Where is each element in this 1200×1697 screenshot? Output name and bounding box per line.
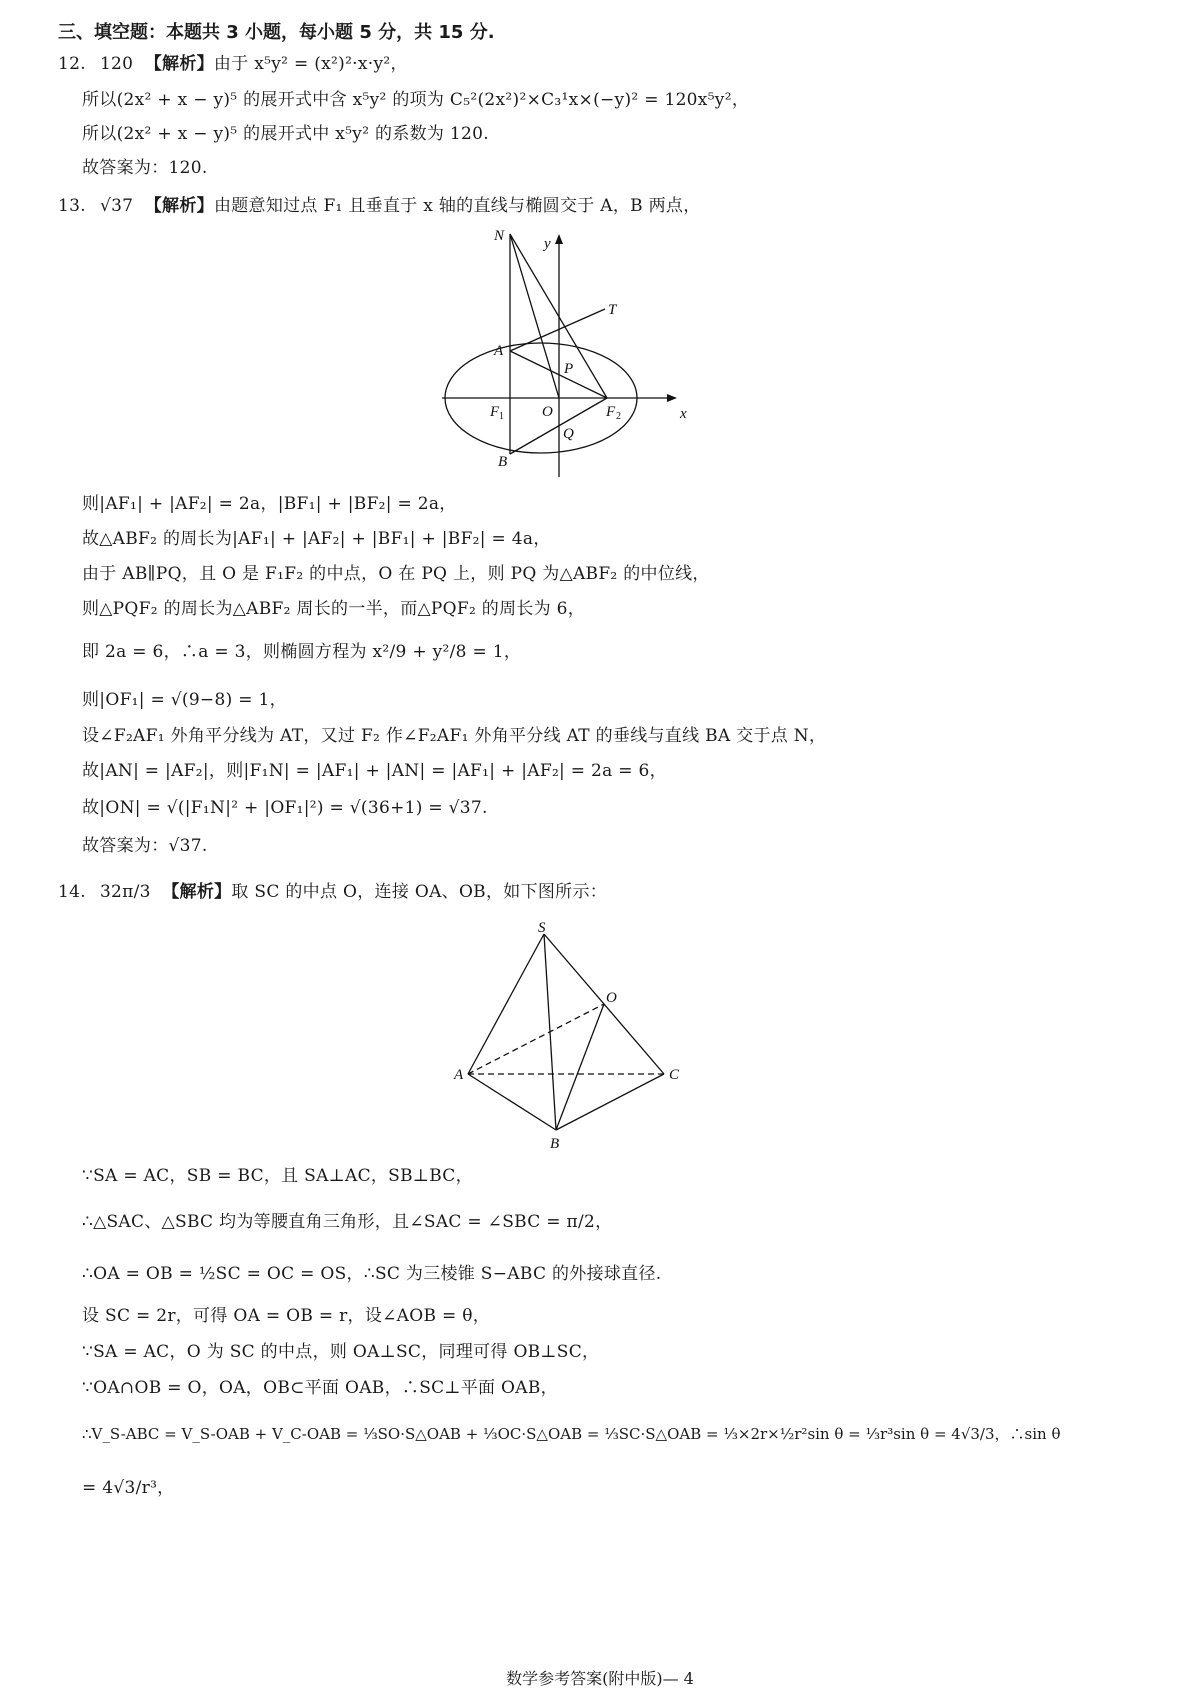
label-O: O (542, 404, 553, 420)
q14-line-4: ∵SA = AC，O 为 SC 的中点，则 OA⊥SC，同理可得 OB⊥SC， (82, 1342, 600, 1362)
q13-line-2: 由于 AB∥PQ，且 O 是 F₁F₂ 的中点，O 在 PQ 上，则 PQ 为△ABF₂ 的中位线， (82, 564, 710, 584)
q13-line-9: 故答案为：√37. (82, 836, 208, 856)
label-A: A (494, 343, 504, 359)
q13-line-4: 即 2a = 6，∴a = 3，则椭圆方程为 x²/9 + y²/8 = 1， (82, 642, 522, 662)
label-B: B (550, 1136, 560, 1152)
q14-number: 14. (58, 882, 86, 902)
q12-line-1: 所以(2x² + x − y)⁵ 的展开式中含 x⁵y² 的项为 C₅²(2x²)²×C₃¹x×(−y)² = 120x⁵y²， (82, 90, 750, 110)
y-axis-arrow (555, 234, 563, 244)
q13-line-7: 故|AN| = |AF₂|，则|F₁N| = |AF₁| + |AN| = |AF₁| + |AF₂| = 2a = 6， (82, 761, 667, 781)
edge-CB (556, 1074, 664, 1130)
q14-answer: 32π/3 (99, 882, 151, 902)
q14-tag: 【解析】 (162, 882, 232, 902)
label-x: x (680, 406, 687, 422)
q14-line-1: ∴△SAC、△SBC 均为等腰直角三角形，且∠SAC = ∠SBC = π/2， (82, 1212, 613, 1232)
q14-header (58, 880, 607, 904)
line-NO (510, 234, 559, 398)
edge-SA (468, 934, 544, 1074)
label-C: C (669, 1067, 680, 1083)
label-F2-sub: 2 (616, 411, 621, 422)
q12-header (58, 52, 408, 76)
q13-line-0: 则|AF₁| + |AF₂| = 2a，|BF₁| + |BF₂| = 2a， (82, 494, 457, 514)
page-footer: 数学参考答案(附中版)— 4 (506, 1669, 694, 1688)
q14-line-0: ∵SA = AC，SB = BC，且 SA⊥AC，SB⊥BC， (82, 1166, 473, 1186)
q12-line-0: 由于 x⁵y² = (x²)²·x·y²， (213, 54, 408, 74)
ellipse-figure (430, 222, 700, 480)
q13-answer: √37 (99, 196, 134, 216)
label-S: S (538, 920, 546, 936)
pyramid-figure (448, 918, 696, 1154)
edge-AB (468, 1074, 556, 1130)
ellipse-diagram (430, 222, 700, 480)
label-T: T (608, 302, 617, 318)
q14-intro: 取 SC 的中点 O，连接 OA、OB，如下图所示： (231, 882, 608, 902)
q13-line-5: 则|OF₁| = √(9−8) = 1， (82, 690, 287, 710)
label-N: N (494, 228, 505, 244)
q13-intro: 由题意知过点 F₁ 且垂直于 x 轴的直线与椭圆交于 A，B 两点， (213, 196, 701, 216)
label-A: A (454, 1067, 464, 1083)
q13-line-6: 设∠F₂AF₁ 外角平分线为 AT，又过 F₂ 作∠F₂AF₁ 外角平分线 AT 的垂线与直线 BA 交于点 N， (82, 726, 827, 746)
q13-line-3: 则△PQF₂ 的周长为△ABF₂ 周长的一半，而△PQF₂ 的周长为 6， (82, 599, 586, 619)
label-F1: F (490, 404, 500, 420)
q13-line-1: 故△ABF₂ 的周长为|AF₁| + |AF₂| + |BF₁| + |BF₂| = 4a， (82, 529, 551, 549)
label-B: B (498, 454, 508, 470)
q13-number: 13. (58, 196, 86, 216)
pyramid-diagram (448, 918, 696, 1154)
q12-answer: 120 (99, 54, 134, 74)
q12-line-2: 所以(2x² + x − y)⁵ 的展开式中 x⁵y² 的系数为 120. (82, 124, 489, 144)
q14-line-5: ∵OA∩OB = O，OA，OB⊂平面 OAB，∴SC⊥平面 OAB， (82, 1378, 558, 1398)
q14-line-6: ∴V_S-ABC = V_S-OAB + V_C-OAB = ⅓SO·S△OAB + ⅓OC·S△OAB = ⅓SC·S△OAB = ⅓×2r×½r²sin θ = ⅓r³sin θ = 4√3/3，∴sin θ (82, 1425, 1061, 1443)
label-F1-sub: 1 (499, 411, 504, 422)
q13-header (58, 194, 701, 218)
segment-OB (556, 1004, 604, 1130)
q13-tag: 【解析】 (144, 196, 214, 216)
x-axis-arrow (667, 394, 677, 402)
q12-tag: 【解析】 (144, 54, 214, 74)
label-Q: Q (563, 426, 574, 442)
q12-line-3: 故答案为：120. (82, 158, 208, 178)
segment-OA-hidden (468, 1004, 604, 1074)
label-y: y (544, 236, 551, 252)
q14-line-7: = 4√3/r³， (82, 1478, 175, 1498)
q13-line-8: 故|ON| = √(|F₁N|² + |OF₁|²) = √(36+1) = √37. (82, 798, 488, 818)
label-F2: F (606, 404, 616, 420)
q14-line-3: 设 SC = 2r，可得 OA = OB = r，设∠AOB = θ， (82, 1306, 491, 1326)
label-P: P (564, 361, 574, 377)
q14-line-2: ∴OA = OB = ½SC = OC = OS，∴SC 为三棱锥 S−ABC 的外接球直径. (82, 1264, 662, 1284)
q12-number: 12. (58, 54, 86, 74)
label-O: O (606, 990, 617, 1006)
section-title: 三、填空题：本题共 3 小题，每小题 5 分，共 15 分. (58, 22, 495, 43)
